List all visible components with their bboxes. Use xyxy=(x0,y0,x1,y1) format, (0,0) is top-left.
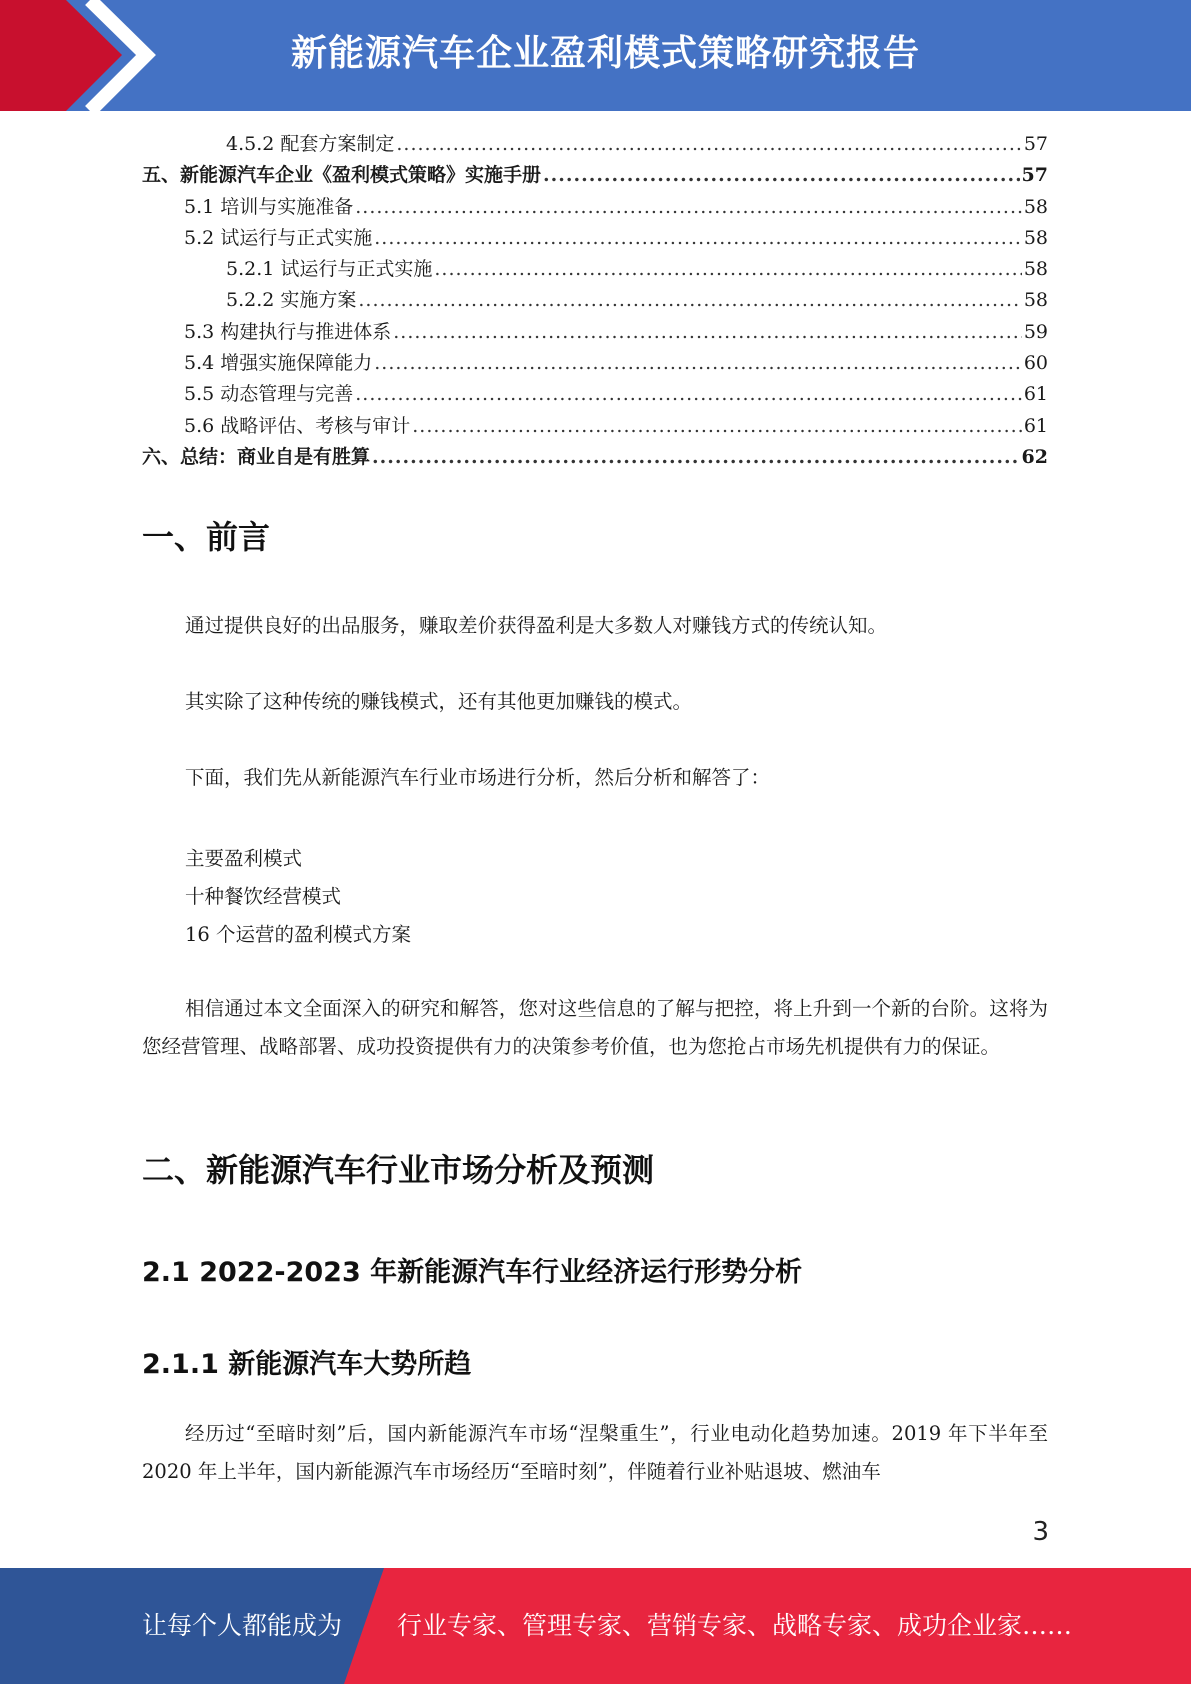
toc-entry[interactable] xyxy=(142,160,1048,191)
toc-leader-dots xyxy=(374,352,1022,374)
toc-leader-dots xyxy=(393,321,1022,343)
page-footer xyxy=(0,1568,1191,1684)
toc-entry[interactable] xyxy=(142,285,1048,316)
subsection-heading: 2.1 2022-2023 年新能源汽车行业经济运行形势分析 xyxy=(142,1257,803,1288)
toc-entry[interactable] xyxy=(142,442,1048,473)
footer-slogan-left: 让每个人都能成为 xyxy=(142,1611,343,1640)
toc-entry-label: 六、总结：商业自是有胜算 xyxy=(142,445,371,468)
toc-entry-label: 5.1 培训与实施准备 xyxy=(184,195,354,218)
paragraph: 相信通过本文全面深入的研究和解答，您对这些信息的了解与把控，将上升到一个新的台阶。这将为您经营管理、战略部署、成功投资提供有力的决策参考价值，也为您抢占市场先机提供有力的保证。 xyxy=(142,997,1048,1058)
toc-leader-dots xyxy=(358,289,1021,311)
report-title: 新能源汽车企业盈利模式策略研究报告 xyxy=(290,33,920,74)
toc-entry[interactable] xyxy=(142,411,1048,442)
toc-entry-page: 61 xyxy=(1023,383,1048,406)
toc-entry[interactable] xyxy=(142,317,1048,348)
toc-entry[interactable] xyxy=(142,192,1048,223)
toc-entry-label: 5.3 构建执行与推进体系 xyxy=(184,320,392,343)
toc-entry-label: 5.2.1 试运行与正式实施 xyxy=(226,258,433,281)
toc-leader-dots xyxy=(396,133,1021,155)
paragraph: 经历过“至暗时刻”后，国内新能源汽车市场“涅槃重生”，行业电动化趋势加速。2019 年下半年至 2020 年上半年，国内新能源汽车市场经历“至暗时刻”，伴随着行业补贴退坡、燃油车 xyxy=(142,1422,1048,1483)
toc-leader-dots xyxy=(434,258,1021,280)
toc-leader-dots xyxy=(355,196,1022,218)
paragraph: 通过提供良好的出品服务，赚取差价获得盈利是大多数人对赚钱方式的传统认知。 xyxy=(185,614,888,637)
toc-entry-page: 62 xyxy=(1021,445,1048,468)
toc-leader-dots xyxy=(543,164,1020,186)
footer-slogan-right: 行业专家、管理专家、营销专家、战略专家、成功企业家…… xyxy=(397,1611,1073,1640)
toc-entry-page: 61 xyxy=(1023,414,1048,437)
toc-entry-page: 58 xyxy=(1023,258,1048,281)
toc-entry-page: 59 xyxy=(1023,320,1048,343)
toc-entry[interactable] xyxy=(142,223,1048,254)
toc-entry-label: 5.4 增强实施保障能力 xyxy=(184,352,373,375)
toc-entry-label: 5.5 动态管理与完善 xyxy=(184,383,354,406)
list-item: 16 个运营的盈利模式方案 xyxy=(185,923,412,946)
toc-entry[interactable] xyxy=(142,348,1048,379)
paragraph: 其实除了这种传统的赚钱模式，还有其他更加赚钱的模式。 xyxy=(185,690,693,713)
paragraph: 下面，我们先从新能源汽车行业市场进行分析，然后分析和解答了： xyxy=(185,766,771,789)
section-heading-market-analysis: 二、新能源汽车行业市场分析及预测 xyxy=(142,1151,655,1189)
toc-entry-page: 57 xyxy=(1023,133,1048,155)
toc-entry-page: 60 xyxy=(1023,352,1048,375)
toc-leader-dots xyxy=(372,446,1020,468)
toc-entry-label: 4.5.2 配套方案制定 xyxy=(226,133,395,155)
toc-entry-label: 5.2.2 实施方案 xyxy=(226,289,357,312)
page-number: 3 xyxy=(1032,1517,1049,1547)
toc-entry[interactable] xyxy=(142,379,1048,410)
list-item: 十种餐饮经营模式 xyxy=(185,885,342,908)
toc-entry-label: 5.2 试运行与正式实施 xyxy=(184,226,373,249)
toc-entry-label: 5.6 战略评估、考核与审计 xyxy=(184,414,411,437)
toc-leader-dots xyxy=(355,383,1022,405)
toc-entry[interactable] xyxy=(142,254,1048,285)
section-heading-preface: 一、前言 xyxy=(142,518,271,556)
subsection-heading: 2.1.1 新能源汽车大势所趋 xyxy=(142,1349,472,1380)
toc-leader-dots xyxy=(412,415,1022,437)
toc-entry-label: 五、新能源汽车企业《盈利模式策略》实施手册 xyxy=(142,164,542,187)
toc-entry-page: 57 xyxy=(1021,164,1048,187)
table-of-contents xyxy=(142,129,1048,473)
toc-entry-page: 58 xyxy=(1023,289,1048,312)
page-header xyxy=(0,0,1191,111)
list-item: 主要盈利模式 xyxy=(185,847,303,870)
toc-entry-page: 58 xyxy=(1023,195,1048,218)
toc-entry-page: 58 xyxy=(1023,226,1048,249)
toc-leader-dots xyxy=(374,227,1022,249)
toc-entry[interactable] xyxy=(142,129,1048,160)
